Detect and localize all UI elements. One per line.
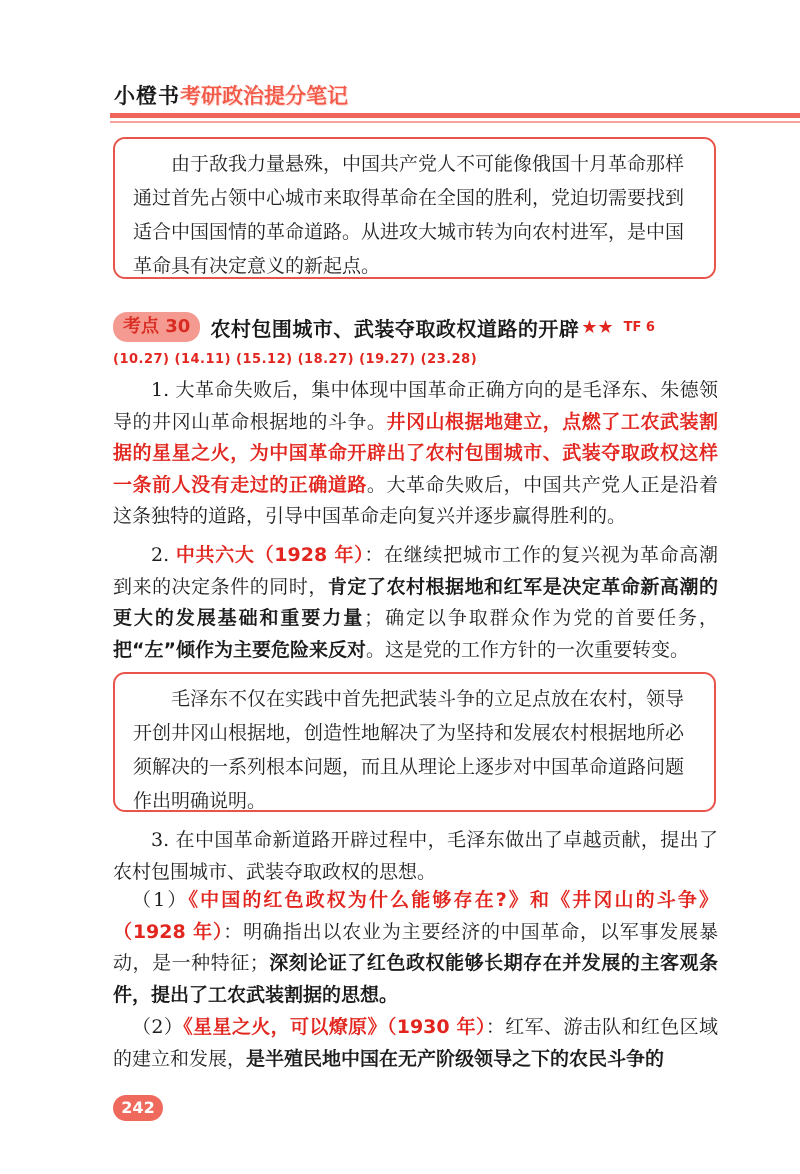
tf-label: TF 6 — [623, 319, 655, 335]
note-box-2-text: 毛泽东不仅在实践中首先把武装斗争的立足点放在农村，领导开创井冈山根据地，创造性地解决了为坚持和发展农村根据地所必须解决的一系列根本问题，而且从理论上逐步对中国革命道路问题作出明确说明。 — [133, 688, 685, 812]
topic-title: 农村包围城市、武装夺取政权道路的开辟 — [210, 316, 580, 341]
paragraph-2 — [113, 540, 718, 666]
paragraph-4-bold: 深刻论证了红色政权能够长期存在并发展的主客观条件，提出了工农武装割据的思想。 — [113, 952, 718, 1006]
paragraph-2-num: 2. — [151, 544, 176, 566]
topic-tag: 考点 30 — [113, 312, 200, 342]
paragraph-5-work: 《星星之火，可以燎原》（1930 年） — [183, 1016, 486, 1038]
paragraph-4-works: 《中国的红色政权为什么能够存在?》和《井冈山的斗争》（1928 年） — [113, 889, 718, 943]
header-rule — [110, 113, 800, 118]
paragraph-1-intro: 1. 大革命失败后，集中体现中国革命正确方向的是毛泽东、朱德领导的井冈山革命根据地的斗争。 — [113, 379, 718, 433]
paragraph-2-text-c: 。这是党的工作方针的一次重要转变。 — [365, 638, 689, 661]
paragraph-2-bold-a: 肯定了农村根据地和红军是决定革命新高潮的更大的发展基础和重要力量 — [113, 575, 718, 629]
paragraph-5-bold: 是半殖民地中国在无产阶级领导之下的农民斗争的 — [246, 1047, 665, 1070]
paragraph-2-bold-b: 把“左”倾作为主要危险来反对 — [113, 638, 366, 661]
note-box-1 — [113, 137, 716, 279]
paragraph-5-text: ：红军、游击队和红色区域的建立和发展， — [113, 1016, 718, 1070]
paragraph-5 — [113, 1012, 718, 1075]
header-subtitle: 考研政治提分笔记 — [180, 84, 348, 108]
paragraph-1-rest: 。大革命失败后，中国共产党人正是沿着这条独特的道路，引导中国革命走向复兴并逐步赢得胜利的。 — [113, 473, 718, 527]
paragraph-1-highlight: 井冈山根据地建立，点燃了工农武装割据的星星之火，为中国革命开辟出了农村包围城市、武装夺取政权这样一条前人没有走过的正确道路 — [113, 410, 718, 496]
brand-title: 小橙书 — [114, 84, 180, 108]
paragraph-1 — [113, 375, 718, 533]
header-rule-thin — [110, 121, 800, 123]
note-box-1-text: 由于敌我力量悬殊，中国共产党人不可能像俄国十月革命那样通过首先占领中心城市来取得革命在全国的胜利，党迫切需要找到适合中国国情的革命道路。从进攻大城市转为向农村进军，是中国革命具有决定意义的新起点。 — [133, 153, 685, 277]
paragraph-4 — [113, 885, 718, 1011]
paragraph-2-event: 中共六大（1928 年） — [175, 544, 365, 566]
paragraph-2-text-a: ：在继续把城市工作的复兴视为革命高潮到来的决定条件的同时， — [113, 544, 718, 598]
topic-heading — [113, 312, 655, 342]
exam-references: (10.27) (14.11) (15.12) (18.27) (19.27) (23.28) — [113, 352, 478, 367]
page-number: 242 — [113, 1095, 163, 1121]
paragraph-4-text: ：明确指出以农业为主要经济的中国革命，以军事发展暴动，是一种特征； — [113, 920, 718, 974]
paragraph-5-num: （2） — [132, 1016, 184, 1038]
paragraph-4-num: （1） — [132, 889, 189, 911]
importance-stars: ★★ — [581, 316, 614, 338]
paragraph-3: 3. 在中国革命新道路开辟过程中，毛泽东做出了卓越贡献，提出了农村包围城市、武装夺取政权的思想。 — [113, 829, 718, 883]
paragraph-2-text-b: ；确定以争取群众作为党的首要任务， — [364, 607, 718, 629]
note-box-2 — [113, 672, 716, 812]
